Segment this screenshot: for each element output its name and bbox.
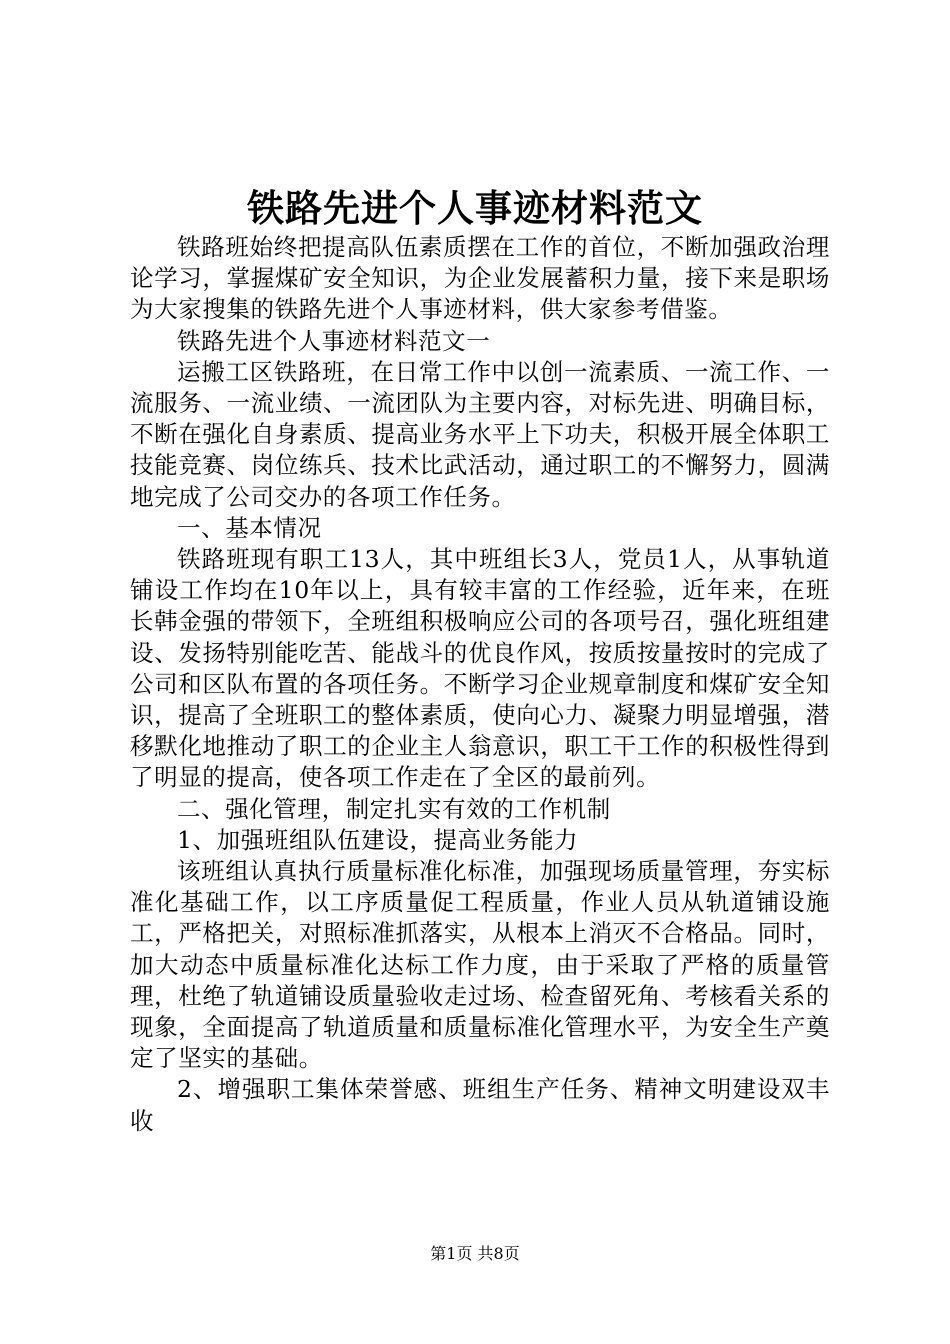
section-heading: 一、基本情况 xyxy=(177,513,322,542)
body-paragraph: 运搬工区铁路班，在日常工作中以创一流素质、一流工作、一流服务、一流业绩、一流团队为主要内容，对标先进、明确目标，不断在强化自身素质、提高业务水平上下功夫，积极开展全体职工技能竞赛、岗位练兵、技术比武活动，通过职工的不懈努力，圆满地完成了公司交办的各项工作任务。 xyxy=(130,357,830,511)
subsection-heading: 2、增强职工集体荣誉感、班组生产任务、精神文明建设双丰收 xyxy=(130,1075,830,1135)
section-heading: 二、强化管理，制定扎实有效的工作机制 xyxy=(177,794,611,823)
document-body xyxy=(130,232,830,1137)
intro-paragraph: 铁路班始终把提高队伍素质摆在工作的首位，不断加强政治理论学习，掌握煤矿安全知识，为企业发展蓄积力量，接下来是职场为大家搜集的铁路先进个人事迹材料，供大家参考借鉴。 xyxy=(130,233,830,324)
page-footer: 第1页 共8页 xyxy=(430,1244,520,1263)
body-paragraph: 铁路班现有职工13人，其中班组长3人，党员1人，从事轨道铺设工作均在10年以上，具有较丰富的工作经验，近年来，在班长韩金强的带领下，全班组积极响应公司的各项号召，强化班组建设、发扬特别能吃苦、能战斗的优良作风，按质按量按时的完成了公司和区队布置的各项任务。不断学习企业规章制度和煤矿安全知识，提高了全班职工的整体素质，使向心力、凝聚力明显增强，潜移默化地推动了职工的企业主人翁意识，职工干工作的积极性得到了明显的提高，使各项工作走在了全区的最前列。 xyxy=(130,545,830,792)
section-heading: 铁路先进个人事迹材料范文一 xyxy=(177,326,491,355)
subsection-heading: 1、加强班组队伍建设，提高业务能力 xyxy=(177,825,579,854)
body-paragraph: 该班组认真执行质量标准化标准，加强现场质量管理，夯实标准化基础工作，以工序质量促工程质量，作业人员从轨道铺设施工，严格把关，对照标准抓落实，从根本上消灭不合格品。同时，加大动态中质量标准化达标工作力度，由于采取了严格的质量管理，杜绝了轨道铺设质量验收走过场、检查留死角、考核看关系的现象，全面提高了轨道质量和质量标准化管理水平，为安全生产奠定了坚实的基础。 xyxy=(130,857,830,1073)
document-title: 铁路先进个人事迹材料范文 xyxy=(247,186,703,230)
